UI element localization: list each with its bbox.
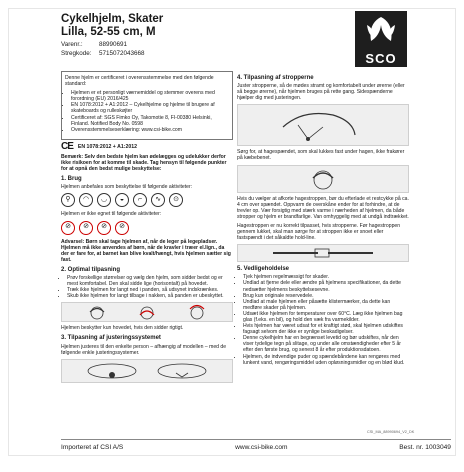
strap-end-figure (237, 244, 409, 262)
section-4-text-3: Hvis du vælger at afkorte hagestroppen, bør du efterlade et restcykke på ca. 4 cm over spændet. Oppvarm de overskåne ender for at forhindre, at de trevler op. Vær forsigtig med stærk varme i nærheden af hjelmen, da både stropper og hjelm er brandfarlige. Van omhyggelig med at undgå indtrækket. (237, 195, 409, 220)
not-suitable-activities-icons (61, 221, 233, 235)
helmet-position-figures (61, 302, 233, 322)
section-1-text-2: Hjelmen er ikke egnet til følgende aktiviteter: (61, 211, 162, 218)
section-4-heading: 4. Tilpasning af stropperne (237, 75, 314, 81)
footer-importer: Importeret af CSI A/S (61, 443, 124, 451)
helmet-fit-diagram (72, 304, 222, 320)
section-5-item: • Undlad at fjerne dele eller ændre på hjelmens specifikationer, da dette nedsætter hjelmens beskyttelsesevne. (243, 280, 409, 292)
footer-divider (61, 439, 451, 440)
section-2-item: • Træk ikke hjelmen for langt ned i panden, så udsynet indskrænkes. (67, 287, 233, 293)
bicycle-icon: ⚲ (61, 193, 75, 207)
section-1-warning: Advarsel: Børn skal tage hjelmen af, når de leger på legepladser. Hjelmen må ikke anvendes af børn, når de kravler i træer el.lign., da der er fare for, at barnet kan blive kvalt/hængt, hvis hjelmen sætter sig fast. (61, 238, 231, 263)
no-motorbike-icon: ⊘ (61, 221, 75, 235)
section-5-item: • Hvis hjelmen har været udsat for et kraftigt stød, skal hjelmen udskiftes fagsagt selvom der ikke er synlige beskadigelser. (243, 323, 409, 335)
section-2-heading: 2. Optimal tilpasning (61, 266, 121, 273)
product-meta (61, 40, 145, 58)
product-title (61, 13, 163, 38)
intro-item: • Hjelmen er et personligt værnemiddel og stemmer overens med forordning (EU) 2016/425 (71, 90, 229, 102)
strap-end-diagram (263, 246, 383, 260)
instruction-sheet (8, 8, 456, 456)
section-5-item: • Denne cykelhjelm har en begrænset levetid og bør udskiftes, når den viser tydelige tegn på slitage, og under alle omstændigheder efter 5 år efter den første brug, og senest 8 år efter produktionsdatoen. (243, 335, 409, 353)
warning-note: Bemærk: Selv den bedste hjelm kan ødelægges og udelukker derfor ikke risikoen for at komme til skade. Tag hensyn til følgende punkter for at opnå den bedst mulige beskyttelse: (61, 153, 227, 173)
section-5-item: • Undlad at male hjelmen eller påsætte klistermærker, da dette kan medføre skader på hjelmen. (243, 299, 409, 311)
section-1-heading: 1. Brug (61, 176, 82, 183)
section-3-heading: 3. Tilpasning af justeringssystemet (61, 335, 161, 342)
intro-text: Denne hjelm er certificeret i overensstemmelse med den følgende standard: (65, 75, 214, 88)
ce-mark: CE (61, 140, 73, 152)
header (9, 9, 457, 67)
stregkode-value: 5715072043668 (99, 50, 145, 57)
intro-item: • Certificeret af: SGS Fimko Oy, Takomotie 8, FI-00380 Helsinki, Finland. Notified Body No. 0598 (71, 115, 229, 127)
kick-bike-icon: ∿ (151, 193, 165, 207)
section-5-heading: 5. Vedligeholdelse (237, 266, 290, 273)
no-ski-icon: ⊘ (97, 221, 111, 235)
recommended-activities-icons (61, 193, 233, 207)
varenr-label: Varenr.: (61, 41, 83, 48)
strap-diagram (263, 107, 383, 143)
section-4-text-1: Juster stropperne, så de mødes stramt og komfortabelt under ørerne (eller så begge ørerne), når hjelmen bruges på rette gang. Sidespænderne hjælper dig med justeringen. (237, 83, 405, 102)
right-column (237, 71, 409, 369)
certification-box (61, 71, 233, 140)
roller-skate-icon: ◒ (115, 193, 129, 207)
footer (61, 441, 451, 453)
section-4-text-4: Hagestroppen er nu korrekt tilpasset, hvis stropperne. Før hagestroppen gennem lukket, skal man sørge for at stroppen ikke er snoet eller fastspændt i det såkaldte hold-line. (237, 222, 401, 242)
no-horse-riding-icon: ⊘ (79, 221, 93, 235)
standard-text: EN 1078:2012 + A1:2012 (77, 143, 137, 150)
section-1-text-1: Hjelmen anbefales som beskyttelse til følgende aktiviteter: (61, 184, 193, 191)
scooter-icon: ⌐ (133, 193, 147, 207)
skateboard-icon: ◠ (79, 193, 93, 207)
strap-adjustment-figure (237, 104, 409, 146)
inline-skate-icon: ◡ (97, 193, 111, 207)
footer-website: www.csi-bike.com (235, 443, 288, 451)
title-line-1: Cykelhjelm, Skater (61, 13, 164, 25)
intro-list (65, 90, 229, 133)
section-2-item: • Skub ikke hjelmen for langt tilbage i nakken, så panden er ubeskyttet. (67, 293, 233, 299)
stregkode-label: Stregkode: (61, 50, 92, 57)
logo-text: SCO (365, 51, 397, 66)
section-5-item: • Udsæt ikke hjelmen for temperaturer over 60°C. Læg ikke hjelmen bag glas (f.eks. en bil), og hold den væk fra varmekilder. (243, 311, 409, 323)
adjustment-system-figures (61, 359, 233, 383)
section-4-text-2: Sørg for, at hagespændet, som skal lukkes fast under hagen, ikke frakører på kæbebenet. (237, 149, 405, 162)
section-3-text: Hjelmen justeres til den enkelte person – afhængig af modellen – med de følgende enkle justeringssystemer. (61, 343, 227, 356)
no-climbing-icon: ⊘ (115, 221, 129, 235)
left-column (61, 71, 233, 386)
sco-logo (355, 11, 407, 67)
leaf-icon (355, 11, 407, 51)
document-code: CSI_MA_88990694_V2_DK (367, 430, 415, 434)
section-5-item: • Tjek hjelmen regelmæssigt for skader. (243, 274, 409, 280)
section-5-item: • Hjelmen, de indvendige puder og spændebåndene kan rengøres med lunkent vand, rengøringsmiddel uden opløsningsmidler og en blød klud. (243, 354, 409, 366)
balance-bike-icon: ⊙ (169, 193, 183, 207)
standard-row (61, 140, 233, 152)
varenr-value: 88990691 (99, 41, 128, 48)
chin-buckle-figure (237, 165, 409, 193)
footer-order-number: Best. nr. 1003049 (399, 443, 451, 451)
section-5-list (237, 274, 409, 365)
intro-item: • EN 1078:2012 + A1:2012 – Cykelhjelme og hjelme til brugere af skateboards og rulleskøjter (71, 102, 229, 114)
section-2-item: • Prøv forskellige størrelser og vælg den hjelm, som sidder bedst og er mest komfortabel. Den skal sidde lige (horisontalt) på hovedet. (67, 275, 233, 287)
adjustment-dial-diagram (72, 361, 222, 381)
section-5-item: • Brug kun originale reservedele. (243, 293, 409, 299)
section-2-list (61, 275, 233, 299)
title-line-2: Lilla, 52-55 cm, M (61, 25, 156, 38)
section-2-text: Hjelmen beskytter kun hovedet, hvis den sidder rigtigt. (61, 325, 184, 332)
head-with-helmet-icon (293, 167, 353, 191)
intro-item: • Overensstemmelseserklæring: www.csi-bike.com (71, 127, 229, 133)
